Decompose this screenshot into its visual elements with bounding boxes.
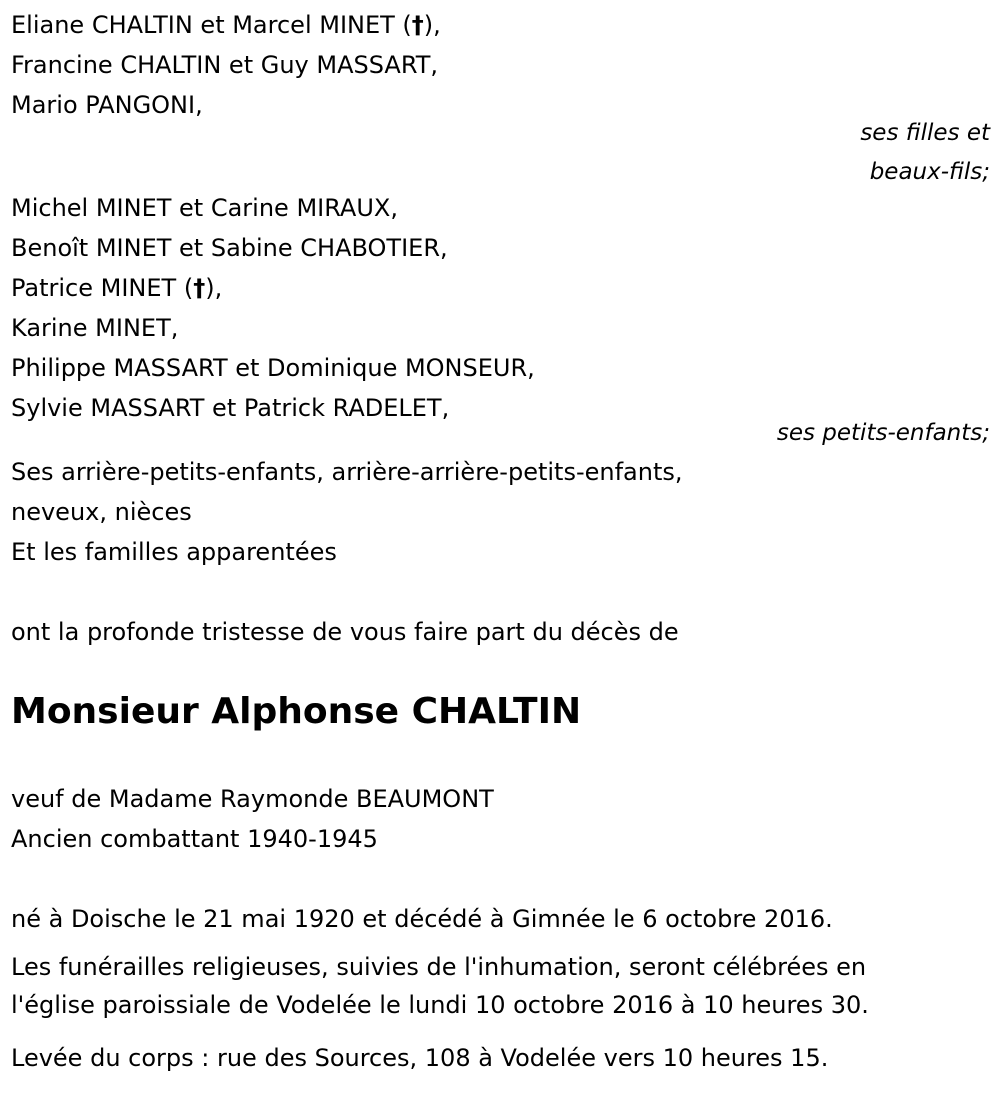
deceased-cross-icon: † xyxy=(411,11,424,39)
family-section xyxy=(11,452,991,572)
announcement-text: ont la profonde tristesse de vous faire part du décès de xyxy=(11,618,679,646)
detail-line: Ancien combattant 1940-1945 xyxy=(11,825,378,853)
daughters-section xyxy=(11,5,991,125)
daughter-line: Francine CHALTIN et Guy MASSART, xyxy=(11,51,439,79)
detail-line: veuf de Madame Raymonde BEAUMONT xyxy=(11,785,494,813)
relation-line: ses filles et xyxy=(860,120,990,146)
grandchildren-relation: ses petits-enfants; xyxy=(776,420,990,446)
birth-death-text: né à Doische le 21 mai 1920 et décédé à Gimnée le 6 octobre 2016. xyxy=(11,905,833,933)
funeral-line: l'église paroissiale de Vodelée le lundi 10 octobre 2016 à 10 heures 30. xyxy=(11,991,869,1019)
deceased-name: Monsieur Alphonse CHALTIN xyxy=(11,691,582,732)
daughter-line: Mario PANGONI, xyxy=(11,91,203,119)
deceased-cross-icon: † xyxy=(193,274,206,302)
grandchild-line: Michel MINET et Carine MIRAUX, xyxy=(11,194,398,222)
daughter-line-text: ), xyxy=(423,11,441,39)
daughter-line xyxy=(11,5,991,45)
family-line: Ses arrière-petits-enfants, arrière-arrière-petits-enfants, xyxy=(11,458,683,486)
grandchild-line: Sylvie MASSART et Patrick RADELET, xyxy=(11,394,450,422)
grandchild-line: Philippe MASSART et Dominique MONSEUR, xyxy=(11,354,535,382)
grandchild-line-text: ), xyxy=(205,274,223,302)
grandchild-line: Benoît MINET et Sabine CHABOTIER, xyxy=(11,234,448,262)
grandchild-line-text: Patrice MINET ( xyxy=(11,274,194,302)
details-section xyxy=(11,779,991,859)
grandchild-line xyxy=(11,268,991,308)
daughter-line-text: Eliane CHALTIN et Marcel MINET ( xyxy=(11,11,412,39)
family-line: neveux, nièces xyxy=(11,498,192,526)
family-line: Et les familles apparentées xyxy=(11,538,337,566)
grandchildren-section xyxy=(11,188,991,428)
funeral-section xyxy=(11,948,991,1024)
levee-text: Levée du corps : rue des Sources, 108 à Vodelée vers 10 heures 15. xyxy=(11,1044,829,1072)
funeral-line: Les funérailles religieuses, suivies de l'inhumation, seront célébrées en xyxy=(11,953,867,981)
relation-line: beaux-fils; xyxy=(869,159,990,185)
daughters-relation xyxy=(860,114,990,192)
grandchild-line: Karine MINET, xyxy=(11,314,179,342)
